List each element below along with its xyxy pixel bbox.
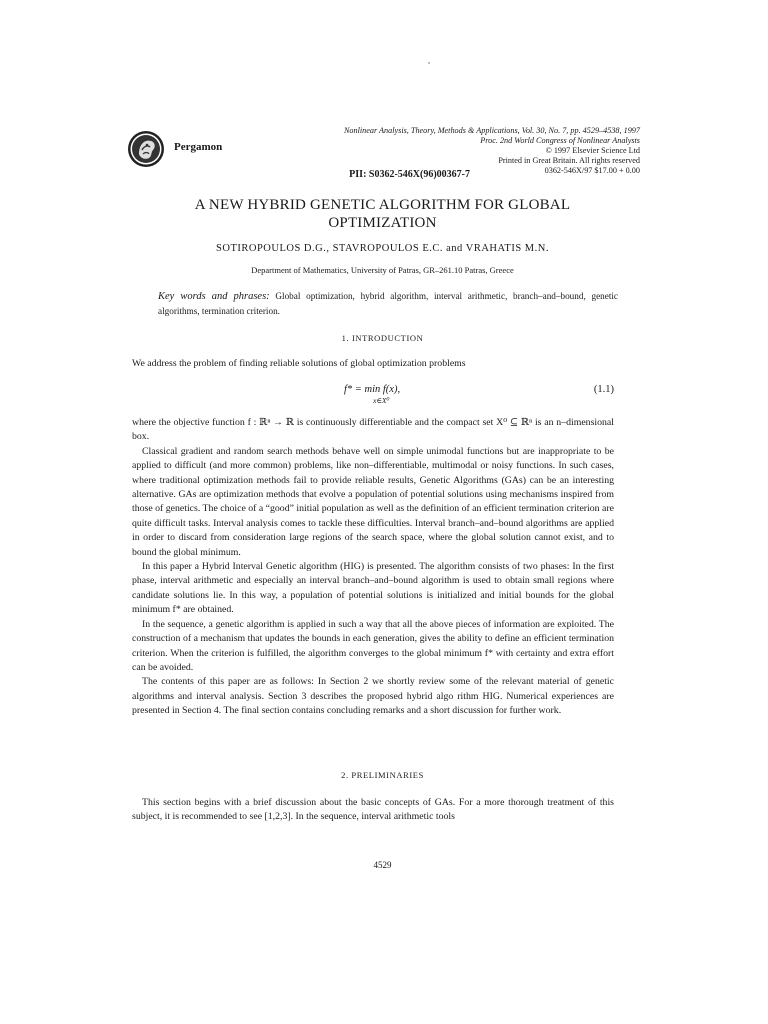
- journal-citation: Nonlinear Analysis, Theory, Methods & Applications, Vol. 30, No. 7, pp. 4529–4538, 1997: [343, 126, 640, 135]
- journal-price: 0362-546X/97 $17.00 + 0.00: [544, 166, 640, 175]
- journal-copyright: © 1997 Elsevier Science Ltd: [545, 146, 640, 155]
- keywords-text: Global optimization, hybrid algorithm, interval arithmetic, branch–and–bound, genetic algorithms, termination criterion.: [158, 291, 619, 316]
- author-affiliation: Department of Mathematics, University of Patras, GR–261.10 Patras, Greece: [251, 265, 514, 275]
- after-equation-paragraph: where the objective function f : ℝⁿ → ℝ is continuously differentiable and the compact set X⁰ ⊆ ℝⁿ is an n–dimensional box.: [132, 417, 614, 443]
- preliminaries-paragraph-1: This section begins with a brief discussion about the basic concepts of GAs. For a more thorough treatment of this subject, it is recommended to see [1,2,3]. In the sequence, interval arithmetic tools: [132, 797, 614, 823]
- journal-printed: Printed in Great Britain. All rights reserved: [498, 156, 640, 165]
- intro-sentence: [132, 357, 614, 371]
- intro-paragraph-4: The contents of this paper are as follows: In Section 2 we shortly review some of the relevant material of genetic algorithms and interval analysis. Section 3 describes the proposed hybrid algo rithm HIG. Numerical experiences are presented in Section 4. The final section contains concluding remarks and a short discussion for further work.: [132, 676, 614, 717]
- equation-subscript: x∈X⁰: [373, 396, 390, 405]
- publisher-name: Pergamon: [174, 141, 223, 153]
- equation-formula: f* = min f(x),: [344, 384, 401, 395]
- journal-proceedings: Proc. 2nd World Congress of Nonlinear Analysts: [480, 136, 640, 145]
- title-line-1: A NEW HYBRID GENETIC ALGORITHM FOR GLOBAL: [194, 197, 571, 213]
- section-heading-introduction: 1. INTRODUCTION: [341, 333, 424, 343]
- intro-paragraph-1: Classical gradient and random search methods behave well on simple unimodal functions but are inappropriate to be applied to difficult (and more common) problems, like non–differentiable, multimodal or noisy functions. In such cases, where traditional optimization methods fail to provide reliable results, Genetic Algorithms (GAs) can be an interesting alternative. GAs are optimization methods that evolve a population of potential solutions using mechanisms inspired from those of genetics. The choice of a “good” initial population as well as the definition of an efficient termination criterion are quite difficult tasks. Interval analysis comes to tackle these difficulties. Interval branch–and–bound algorithms are applied in order to discard from consideration large regions of the search space, where the global solution cannot exist, and to bound the global minimum.: [132, 445, 614, 558]
- title-line-2: OPTIMIZATION: [328, 215, 437, 231]
- page-number: 4529: [373, 860, 392, 870]
- intro-paragraph-2: In this paper a Hybrid Interval Genetic algorithm (HIG) is presented. The algorithm consists of two phases: In the first phase, interval arithmetic and especially an interval branch–and–bound algorithm is used to obtain small regions where candidate solutions lie. In this way, a population of potential solutions is initialized and initial bounds for the global minimum f* are obtained.: [132, 561, 614, 616]
- keywords-block: [158, 289, 618, 318]
- paper-authors: SOTIROPOULOS D.G., STAVROPOULOS E.C. and VRAHATIS M.N.: [216, 243, 549, 254]
- intro-paragraph-3: In the sequence, a genetic algorithm is applied in such a way that all the above pieces of information are exploited. The construction of a mechanism that updates the bounds in each generation, gives the ability to define an efficient termination criterion. When the criterion is fulfilled, the algorithm converges to the global minimum f* with certainty and extra effort can be avoided.: [132, 618, 614, 673]
- equation-1-1: [132, 382, 614, 412]
- pergamon-logo-icon: [127, 130, 165, 168]
- keywords-label: Key words and phrases:: [158, 291, 270, 302]
- intro-text: We address the problem of finding reliable solutions of global optimization problems: [132, 358, 466, 369]
- preliminaries-body: [132, 796, 614, 825]
- paper-title: [150, 196, 615, 232]
- introduction-body: [132, 416, 614, 719]
- equation-number: (1.1): [593, 384, 614, 395]
- section-heading-preliminaries: 2. PRELIMINARIES: [341, 770, 424, 780]
- scan-speck: [428, 62, 430, 64]
- pii-identifier: PII: S0362-546X(96)00367-7: [349, 169, 470, 180]
